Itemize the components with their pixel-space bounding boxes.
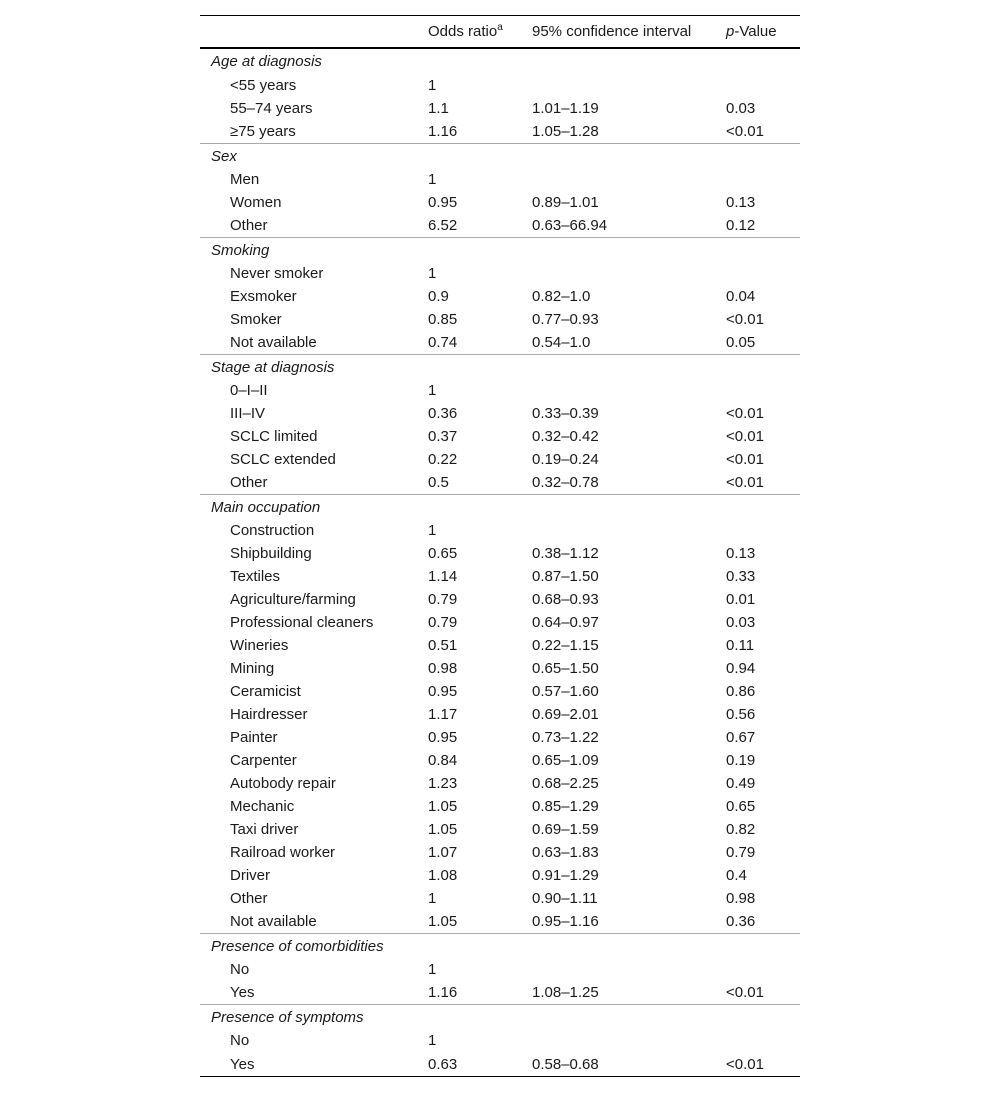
p-value-cell: <0.01 — [726, 451, 764, 468]
row-label: Hairdresser — [230, 706, 308, 723]
table-row — [200, 703, 800, 726]
ci-cell: 0.57–1.60 — [532, 683, 599, 700]
odds-ratio-cell: 6.52 — [428, 217, 458, 234]
row-label: SCLC limited — [230, 428, 318, 445]
odds-ratio-cell: 1.05 — [428, 913, 458, 930]
ci-cell: 0.68–2.25 — [532, 775, 599, 792]
ci-cell: 0.58–0.68 — [532, 1055, 599, 1073]
p-value-cell: <0.01 — [726, 311, 764, 328]
group-header-row — [200, 48, 800, 74]
ci-cell: 0.38–1.12 — [532, 545, 599, 562]
table-row — [200, 981, 800, 1005]
p-value-cell — [726, 74, 800, 97]
ci-cell: 0.77–0.93 — [532, 311, 599, 328]
ci-cell: 0.85–1.29 — [532, 798, 599, 815]
p-value-cell — [726, 168, 800, 191]
p-value-cell: 0.33 — [726, 568, 756, 585]
table-row — [200, 379, 800, 402]
row-label: Ceramicist — [230, 683, 301, 700]
ci-cell: 0.82–1.0 — [532, 288, 591, 305]
odds-ratio-cell: 0.79 — [428, 614, 458, 631]
p-value-cell: <0.01 — [726, 474, 764, 491]
row-label: Autobody repair — [230, 775, 336, 792]
ci-cell: 0.90–1.11 — [532, 890, 598, 907]
p-value-cell: 0.11 — [726, 637, 755, 654]
odds-ratio-cell: 0.36 — [428, 405, 458, 422]
row-label: Wineries — [230, 637, 289, 654]
ci-cell: 0.22–1.15 — [532, 637, 599, 654]
table-body — [200, 48, 800, 1077]
footnote-marker: a — [497, 22, 503, 33]
row-label: Men — [230, 171, 260, 188]
odds-ratio-cell: 0.51 — [428, 637, 458, 654]
ci-cell — [532, 958, 726, 981]
row-label: Smoker — [230, 311, 282, 328]
odds-ratio-cell: 0.79 — [428, 591, 458, 608]
group-header-row — [200, 1005, 800, 1030]
table-row — [200, 425, 800, 448]
p-value-cell: 0.56 — [726, 706, 756, 723]
table-row — [200, 168, 800, 191]
group-header-row — [200, 934, 800, 959]
odds-ratio-cell: 1 — [428, 171, 437, 188]
ci-cell — [532, 519, 726, 542]
odds-ratio-cell: 0.37 — [428, 428, 458, 445]
ci-cell: 1.08–1.25 — [532, 984, 599, 1001]
ci-cell: 0.65–1.09 — [532, 752, 599, 769]
p-value-cell: 0.49 — [726, 775, 756, 792]
row-label: 55–74 years — [230, 100, 313, 117]
p-value-cell: <0.01 — [726, 123, 764, 140]
odds-ratio-cell: 0.95 — [428, 729, 458, 746]
group-title: Presence of comorbidities — [211, 937, 384, 955]
row-label: Other — [230, 217, 268, 234]
header-p-value — [726, 16, 800, 49]
odds-ratio-cell: 0.22 — [428, 451, 458, 468]
p-value-cell: 0.82 — [726, 821, 756, 838]
table-row — [200, 657, 800, 680]
odds-ratio-cell: 0.85 — [428, 311, 458, 328]
p-value-cell: 0.03 — [726, 614, 756, 631]
table-row — [200, 519, 800, 542]
odds-ratio-cell: 0.5 — [428, 474, 449, 491]
ci-cell: 0.87–1.50 — [532, 568, 599, 585]
table-row — [200, 542, 800, 565]
p-value-cell: 0.01 — [726, 591, 756, 608]
group-title: Sex — [211, 147, 237, 165]
table-row — [200, 611, 800, 634]
header-odds-ratio — [428, 16, 532, 49]
p-value-cell: 0.13 — [726, 194, 756, 211]
p-value-cell: <0.01 — [726, 1055, 764, 1073]
table-row — [200, 471, 800, 495]
row-label: No — [230, 961, 250, 978]
table-row — [200, 1029, 800, 1052]
odds-ratio-cell: 0.9 — [428, 288, 449, 305]
ci-cell: 0.73–1.22 — [532, 729, 599, 746]
table-row — [200, 191, 800, 214]
odds-ratio-cell: 1 — [428, 961, 437, 978]
row-label: Mechanic — [230, 798, 295, 815]
row-label: Agriculture/farming — [230, 591, 356, 608]
ci-cell: 0.91–1.29 — [532, 867, 599, 884]
group-header-row — [200, 144, 800, 169]
row-label: Painter — [230, 729, 278, 746]
group-header-row — [200, 238, 800, 263]
odds-ratio-cell: 0.84 — [428, 752, 458, 769]
table-row — [200, 818, 800, 841]
odds-ratio-cell: 1 — [428, 522, 437, 539]
table-row — [200, 841, 800, 864]
ci-cell: 0.69–1.59 — [532, 821, 599, 838]
odds-ratio-cell: 0.63 — [428, 1055, 458, 1073]
row-label: Railroad worker — [230, 844, 336, 861]
p-value-cell: 0.03 — [726, 100, 756, 117]
p-value-cell: <0.01 — [726, 984, 764, 1001]
table-row — [200, 634, 800, 657]
group-header-row — [200, 495, 800, 520]
p-value-cell: 0.65 — [726, 798, 756, 815]
table-row — [200, 588, 800, 611]
table-row — [200, 120, 800, 144]
table-row — [200, 726, 800, 749]
p-value-cell — [726, 379, 800, 402]
row-label: Not available — [230, 913, 317, 930]
table-row — [200, 448, 800, 471]
table-header — [200, 16, 800, 49]
odds-ratio-cell: 0.65 — [428, 545, 458, 562]
odds-ratio-cell: 1 — [428, 382, 437, 399]
table-row — [200, 262, 800, 285]
row-label: Exsmoker — [230, 288, 297, 305]
p-value-cell: <0.01 — [726, 428, 764, 445]
row-label: Women — [230, 194, 282, 211]
p-value-cell: 0.36 — [726, 913, 756, 930]
table-row — [200, 214, 800, 238]
ci-cell: 0.95–1.16 — [532, 913, 599, 930]
ci-cell — [532, 1029, 726, 1052]
odds-ratio-cell: 0.95 — [428, 194, 458, 211]
ci-cell: 0.89–1.01 — [532, 194, 599, 211]
p-value-cell — [726, 1029, 800, 1052]
odds-ratio-cell: 1.05 — [428, 821, 458, 838]
table-row — [200, 74, 800, 97]
ci-cell: 0.65–1.50 — [532, 660, 599, 677]
odds-ratio-cell: 1 — [428, 265, 437, 282]
table-row — [200, 795, 800, 818]
row-label: Yes — [230, 1055, 255, 1073]
p-value-cell: 0.98 — [726, 890, 756, 907]
ci-cell: 0.32–0.78 — [532, 474, 599, 491]
row-label: Professional cleaners — [230, 614, 374, 631]
ci-cell — [532, 74, 726, 97]
row-label: Driver — [230, 867, 270, 884]
row-label: 0–I–II — [230, 382, 268, 399]
odds-ratio-cell: 1.1 — [428, 100, 449, 117]
p-value-cell: 0.94 — [726, 660, 756, 677]
ci-cell: 0.32–0.42 — [532, 428, 599, 445]
row-label: ≥75 years — [230, 123, 296, 140]
ci-cell — [532, 379, 726, 402]
odds-ratio-cell: 1 — [428, 890, 437, 907]
odds-ratio-cell: 1 — [428, 77, 437, 94]
p-value-cell: 0.13 — [726, 545, 756, 562]
p-value-cell: 0.19 — [726, 752, 756, 769]
table-row — [200, 331, 800, 355]
odds-ratio-table — [200, 15, 800, 1077]
group-header-row — [200, 355, 800, 380]
p-value-cell — [726, 519, 800, 542]
row-label: Other — [230, 890, 268, 907]
ci-cell: 0.69–2.01 — [532, 706, 599, 723]
p-value-cell — [726, 958, 800, 981]
odds-ratio-cell: 1 — [428, 1032, 437, 1049]
odds-ratio-cell: 1.23 — [428, 775, 458, 792]
group-title: Smoking — [211, 241, 270, 259]
p-value-cell: 0.12 — [726, 217, 756, 234]
ci-cell — [532, 262, 726, 285]
row-label: Other — [230, 474, 268, 491]
table-row — [200, 1052, 800, 1077]
ci-cell: 1.05–1.28 — [532, 123, 599, 140]
odds-ratio-cell: 0.74 — [428, 334, 458, 351]
row-label: Yes — [230, 984, 255, 1001]
table-row — [200, 910, 800, 934]
row-label: Shipbuilding — [230, 545, 312, 562]
p-value-cell — [726, 262, 800, 285]
ci-cell: 0.33–0.39 — [532, 405, 599, 422]
odds-ratio-cell: 1.07 — [428, 844, 458, 861]
p-value-cell: 0.05 — [726, 334, 756, 351]
row-label: Construction — [230, 522, 315, 539]
table-row — [200, 97, 800, 120]
table-row — [200, 958, 800, 981]
odds-ratio-cell: 1.05 — [428, 798, 458, 815]
row-label: SCLC extended — [230, 451, 336, 468]
group-title: Age at diagnosis — [211, 53, 322, 70]
table-row — [200, 680, 800, 703]
ci-cell: 0.64–0.97 — [532, 614, 599, 631]
p-value-cell: <0.01 — [726, 405, 764, 422]
row-label: Carpenter — [230, 752, 297, 769]
table-row — [200, 864, 800, 887]
header-p-suffix: -Value — [734, 23, 777, 40]
header-p-italic: p — [726, 23, 735, 40]
table-row — [200, 565, 800, 588]
header-confidence-interval: 95% confidence interval — [532, 23, 692, 40]
group-title: Main occupation — [211, 498, 321, 516]
ci-cell: 0.54–1.0 — [532, 334, 591, 351]
p-value-cell: 0.79 — [726, 844, 756, 861]
table-row — [200, 402, 800, 425]
p-value-cell: 0.67 — [726, 729, 756, 746]
row-label: III–IV — [230, 405, 266, 422]
odds-ratio-cell: 1.08 — [428, 867, 458, 884]
table-row — [200, 749, 800, 772]
row-label: Textiles — [230, 568, 281, 585]
ci-cell: 0.68–0.93 — [532, 591, 599, 608]
odds-ratio-cell: 1.17 — [428, 706, 458, 723]
ci-cell: 0.19–0.24 — [532, 451, 599, 468]
odds-ratio-cell: 1.16 — [428, 123, 458, 140]
odds-ratio-cell: 0.95 — [428, 683, 458, 700]
header-odds-ratio-label: Odds ratio — [428, 23, 498, 40]
p-value-cell: 0.04 — [726, 288, 756, 305]
row-label: Not available — [230, 334, 317, 351]
ci-cell: 0.63–66.94 — [532, 217, 608, 234]
row-label: <55 years — [230, 77, 297, 94]
row-label: Mining — [230, 660, 275, 677]
header-variable — [200, 16, 428, 49]
table-row — [200, 772, 800, 795]
table-row — [200, 285, 800, 308]
group-title: Stage at diagnosis — [211, 358, 335, 376]
odds-ratio-cell: 1.14 — [428, 568, 458, 585]
row-label: No — [230, 1032, 250, 1049]
ci-cell: 0.63–1.83 — [532, 844, 599, 861]
group-title: Presence of symptoms — [211, 1008, 364, 1026]
p-value-cell: 0.4 — [726, 867, 747, 884]
p-value-cell: 0.86 — [726, 683, 756, 700]
row-label: Taxi driver — [230, 821, 299, 838]
odds-ratio-cell: 1.16 — [428, 984, 458, 1001]
row-label: Never smoker — [230, 265, 324, 282]
odds-ratio-cell: 0.98 — [428, 660, 458, 677]
table-row — [200, 308, 800, 331]
ci-cell — [532, 168, 726, 191]
ci-cell: 1.01–1.19 — [532, 100, 599, 117]
header-row — [200, 16, 800, 49]
table-row — [200, 887, 800, 910]
